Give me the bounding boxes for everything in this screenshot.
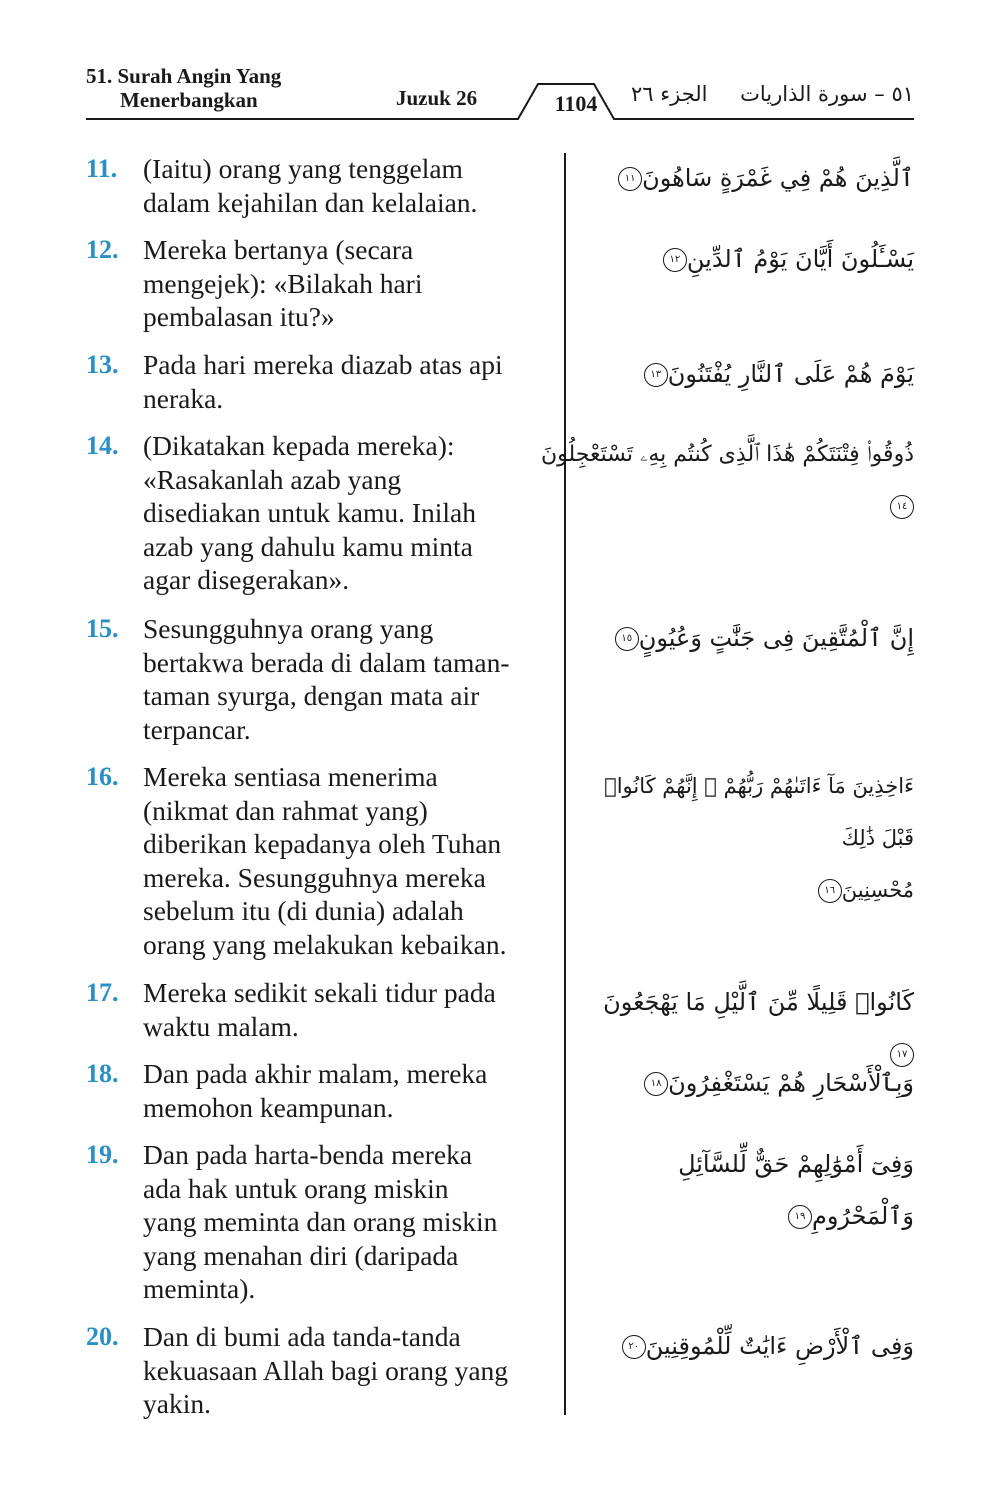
verse-translation: Mereka bertanya (secara mengejek): «Bilakah hari pembalasan itu?» xyxy=(143,234,423,332)
ayah-end-mark: ٢٠ xyxy=(622,1335,646,1359)
verse-number: 20. xyxy=(86,1322,119,1351)
verse-number: 14. xyxy=(86,431,119,460)
ayah-end-mark: ١٦ xyxy=(818,879,842,903)
verse-translation: Dan pada harta-benda mereka ada hak untuk orang miskin yang meminta dan orang miskin yang menahan diri (daripada meminta). xyxy=(143,1139,498,1304)
verse-translation: Sesungguhnya orang yang bertakwa berada di dalam taman- taman syurga, dengan mata air terpancar. xyxy=(143,613,510,745)
verse-translation: (Dikatakan kepada mereka): «Rasakanlah azab yang disediakan untuk kamu. Inilah azab yang dahulu kamu minta agar disegerakan». xyxy=(143,430,476,595)
verse-number: 11. xyxy=(86,154,118,183)
ayah-end-mark: ١٢ xyxy=(663,248,687,272)
ayah-end-mark: ١٩ xyxy=(788,1205,812,1229)
ayah-end-mark: ١٥ xyxy=(615,627,639,651)
arabic-text: ذُوقُوا۟ فِتْنَتَكُمْ هَٰذَا ٱلَّذِى كُنتُم بِهِۦ تَسْتَعْجِلُونَ xyxy=(541,442,914,467)
arabic-text: كَانُوا۟ قَلِيلًا مِّنَ ٱلَّيْلِ مَا يَهْجَعُونَ xyxy=(603,988,914,1016)
arabic-text: وَفِى ٱلْأَرْضِ ءَايَٰتٌ لِّلْمُوقِنِينَ xyxy=(645,1332,914,1360)
verse-translation: Mereka sentiasa menerima (nikmat dan rahmat yang) diberikan kepadanya oleh Tuhan mereka. Sesungguhnya mereka sebelum itu (di dunia) adalah orang yang melakukan kebaikan. xyxy=(143,761,507,960)
ayah-end-mark: ١٧ xyxy=(890,1043,914,1067)
verse-arabic xyxy=(584,152,914,204)
verse-arabic xyxy=(584,233,914,285)
verse-number: 18. xyxy=(86,1059,119,1088)
verse-arabic xyxy=(534,429,914,533)
surah-title-line1: 51. Surah Angin Yang xyxy=(86,64,282,88)
verse-arabic xyxy=(574,760,914,916)
verse-number: 12. xyxy=(86,235,119,264)
verse-number: 16. xyxy=(86,762,119,791)
arabic-text: إِنَّ ٱلْمُتَّقِينَ فِى جَنَّٰتٍ وَعُيُونٍ xyxy=(638,624,914,652)
arabic-text: يَسْـَٔلُونَ أَيَّانَ يَوْمُ ٱلدِّينِ xyxy=(686,245,914,273)
verse-arabic xyxy=(574,1138,914,1242)
page-header xyxy=(86,60,914,120)
verse-translation: Pada hari mereka diazab atas api neraka. xyxy=(143,349,503,414)
arabic-text: ءَاخِذِينَ مَآ ءَاتَىٰهُمْ رَبُّهُمْ ۚ إِنَّهُمْ كَانُوا۟ قَبْلَ ذَٰلِكَ مُحْسِنِينَ xyxy=(604,774,914,902)
arabic-text: وَبِٱلْأَسْحَارِ هُمْ يَسْتَغْفِرُونَ xyxy=(668,1069,914,1097)
column-divider xyxy=(564,153,566,1415)
surah-title-arabic: ٥١ – سورة الذاريات xyxy=(740,82,914,106)
verse-translation: Mereka sedikit sekali tidur pada waktu malam. xyxy=(143,977,496,1042)
ayah-end-mark: ١٤ xyxy=(890,495,914,519)
ayah-end-mark: ١٨ xyxy=(644,1072,668,1096)
verse-translation: Dan pada akhir malam, mereka memohon keampunan. xyxy=(143,1058,488,1123)
verse-number: 13. xyxy=(86,350,119,379)
verse-number: 15. xyxy=(86,614,119,643)
page-number: 1104 xyxy=(554,91,598,116)
juz-arabic: الجزء ٢٦ xyxy=(631,82,708,106)
verse-number: 19. xyxy=(86,1140,119,1169)
arabic-text: ٱلَّذِينَ هُمْ فِي غَمْرَةٍ سَاهُونَ xyxy=(642,164,914,192)
verse-arabic xyxy=(584,1320,914,1372)
verse-translation: Dan di bumi ada tanda-tanda kekuasaan Allah bagi orang yang yakin. xyxy=(143,1321,509,1419)
verse-translation: (Iaitu) orang yang tenggelam dalam kejahilan dan kelalaian. xyxy=(143,153,478,218)
ayah-end-mark: ١١ xyxy=(618,167,642,191)
surah-title-line2: Menerbangkan xyxy=(120,88,258,112)
ayah-end-mark: ١٣ xyxy=(644,363,668,387)
verse-arabic xyxy=(584,612,914,664)
verse-arabic xyxy=(584,348,914,400)
arabic-text: وَفِىٓ أَمْوَٰلِهِمْ حَقٌّ لِّلسَّآئِلِ وَٱلْمَحْرُومِ xyxy=(678,1150,914,1230)
juzuk-label: Juzuk 26 xyxy=(396,86,478,110)
verse-number: 17. xyxy=(86,978,119,1007)
arabic-text: يَوْمَ هُمْ عَلَى ٱلنَّارِ يُفْتَنُونَ xyxy=(667,360,914,388)
verse-arabic xyxy=(584,1057,914,1109)
